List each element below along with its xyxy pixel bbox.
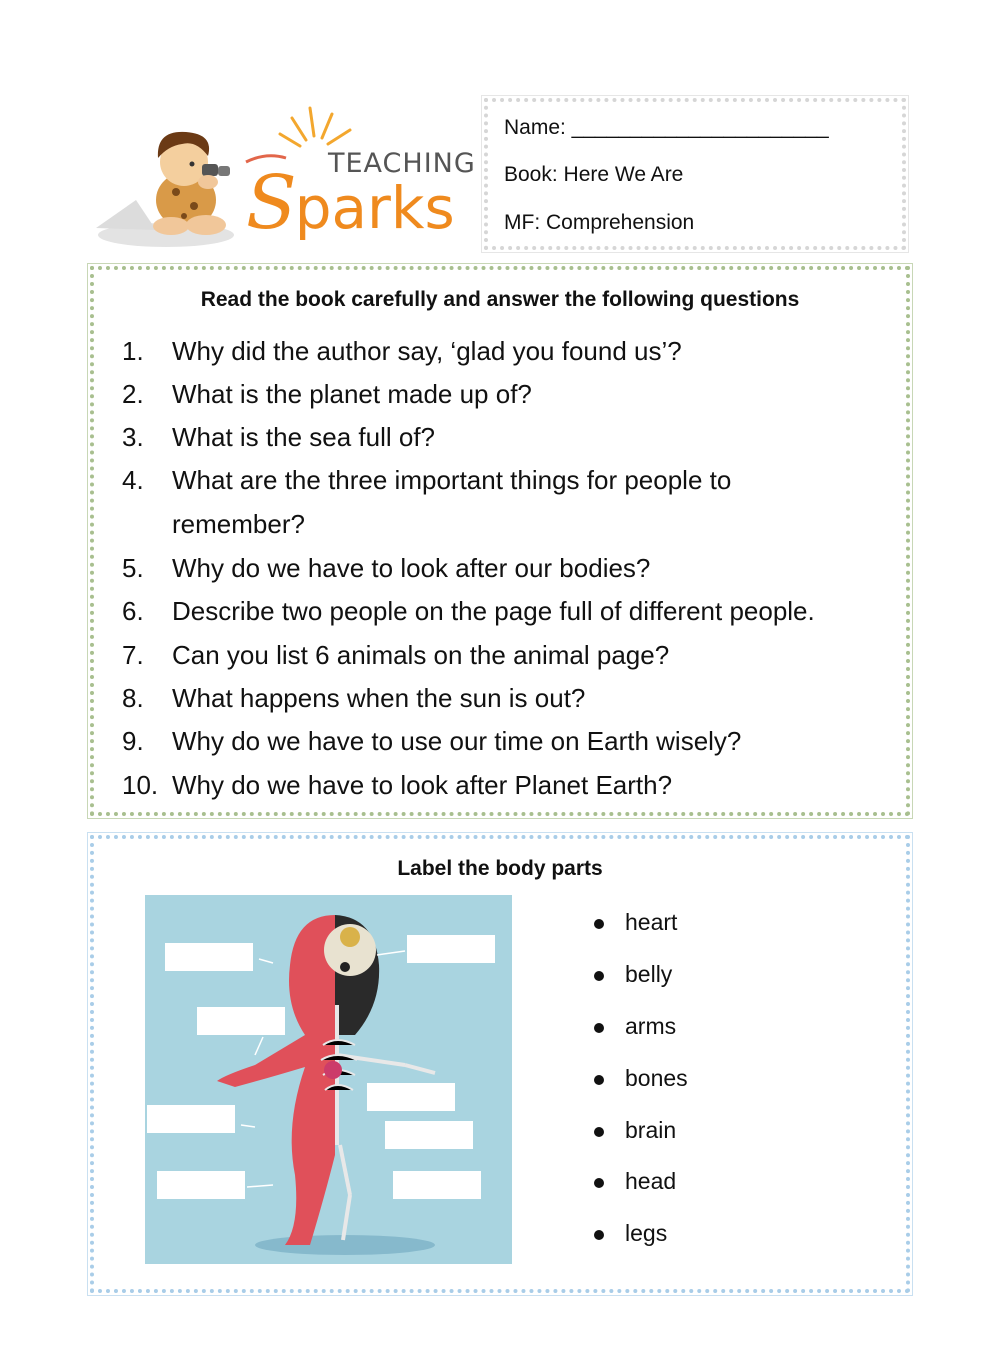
question-number: 4. — [122, 465, 144, 495]
question-text: What is the planet made up of? — [172, 379, 532, 409]
questions-heading: Read the book carefully and answer the following questions — [200, 288, 800, 311]
bullet-icon — [594, 971, 604, 981]
question-text: What is the sea full of? — [172, 422, 436, 452]
question-number: 5. — [122, 553, 144, 583]
book-title: Book: Here We Are — [504, 163, 684, 186]
question-number: 9. — [122, 726, 144, 756]
question-number: 3. — [122, 422, 144, 452]
question-number: 10. — [122, 770, 159, 800]
questions-section — [90, 266, 910, 816]
body-illustration — [145, 895, 512, 1264]
question-text: Why do we have to look after Planet Earth? — [172, 770, 673, 800]
question-number: 7. — [122, 640, 144, 670]
word-bank-item: arms — [625, 1013, 677, 1039]
word-bank-item: brain — [625, 1117, 677, 1143]
bullet-icon — [594, 1127, 604, 1137]
question-number: 1. — [122, 336, 144, 366]
word-bank-item: bones — [625, 1065, 688, 1091]
word-bank-item: belly — [625, 961, 673, 987]
name-line[interactable]: Name: ______________________ — [504, 116, 829, 139]
skeleton-figure-icon — [145, 895, 512, 1264]
logo-sparks-text — [246, 160, 455, 246]
logo-sparks-initial: S — [246, 160, 295, 246]
question-text-continued: remember? — [172, 509, 305, 539]
focus-label: MF: Comprehension — [504, 211, 695, 234]
question-number: 8. — [122, 683, 144, 713]
bullet-icon — [594, 1075, 604, 1085]
logo-teaching-text: TEACHING — [328, 148, 476, 179]
question-text: Can you list 6 animals on the animal page? — [172, 640, 670, 670]
bullet-icon — [594, 1178, 604, 1188]
question-text: Why do we have to look after our bodies? — [172, 553, 651, 583]
question-text: Why do we have to use our time on Earth wisely? — [172, 726, 742, 756]
word-bank-item: legs — [625, 1220, 668, 1246]
question-number: 2. — [122, 379, 144, 409]
student-info-box — [484, 98, 906, 250]
body-parts-heading: Label the body parts — [397, 857, 603, 880]
word-bank-item: heart — [625, 909, 678, 935]
bullet-icon — [594, 919, 604, 929]
bullet-icon — [594, 1230, 604, 1240]
question-text: Why did the author say, ‘glad you found us’? — [172, 336, 682, 366]
question-text: What happens when the sun is out? — [172, 683, 586, 713]
bullet-icon — [594, 1023, 604, 1033]
question-text: Describe two people on the page full of different people. — [172, 596, 815, 626]
logo-sparks-rest: parks — [294, 174, 455, 242]
question-text: What are the three important things for people to — [172, 465, 732, 495]
question-number: 6. — [122, 596, 144, 626]
word-bank-item: head — [625, 1168, 677, 1194]
